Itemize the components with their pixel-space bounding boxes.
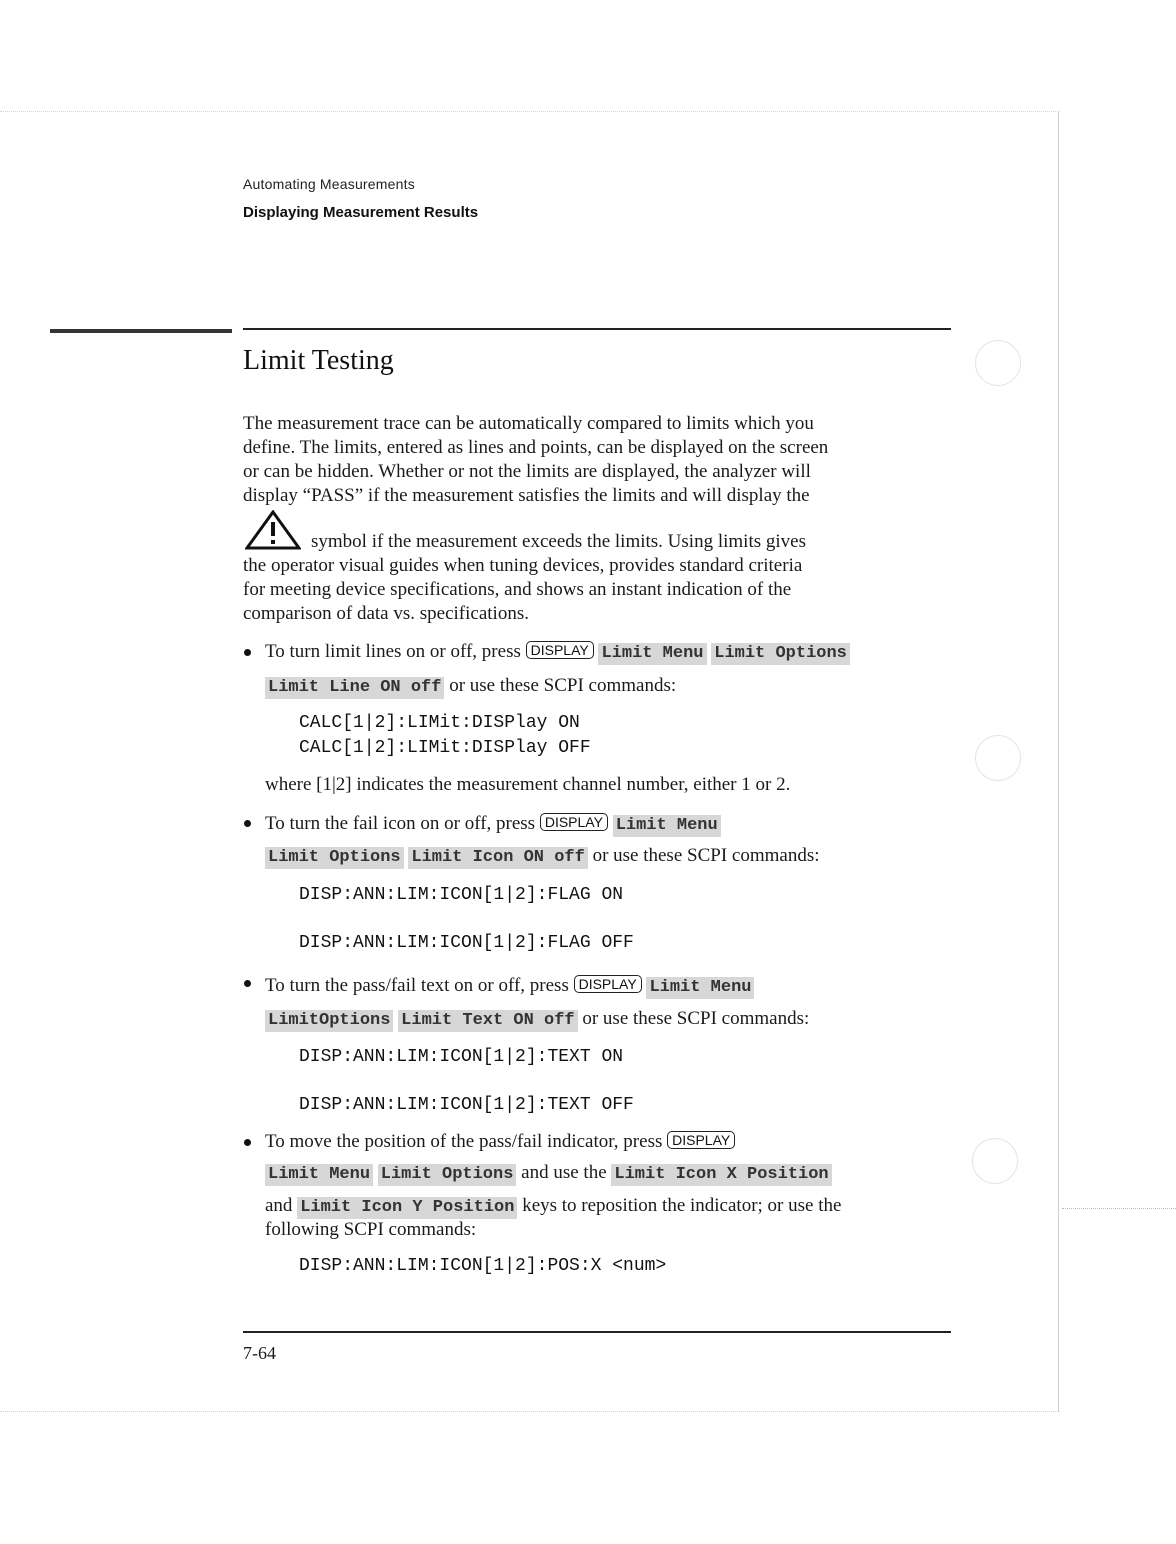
display-hardkey: DISPLAY <box>574 975 642 993</box>
bullet-4-mid: and use the <box>521 1162 607 1183</box>
warning-triangle-icon <box>245 510 301 552</box>
softkey-limit-options: Limit Options <box>711 643 850 665</box>
intro-line-8: comparison of data vs. specifications. <box>243 603 529 624</box>
section-rule-margin <box>50 329 232 333</box>
bullet-2-text: To turn the fail icon on or off, press <box>265 813 536 834</box>
intro-line-3: or can be hidden. Whether or not the limits are displayed, the analyzer will <box>243 461 811 482</box>
bullet-1-line-2 <box>265 675 676 699</box>
softkey-limit-options: Limit Options <box>265 847 404 869</box>
softkey-limit-menu: Limit Menu <box>598 643 706 665</box>
scpi-command: DISP:ANN:LIM:ICON[1|2]:FLAG OFF <box>299 933 634 953</box>
bullet-4-tail: keys to reposition the indicator; or use the <box>522 1195 842 1216</box>
chapter-title: Automating Measurements <box>243 176 415 192</box>
scpi-command: DISP:ANN:LIM:ICON[1|2]:TEXT ON <box>299 1047 624 1067</box>
bullet-3-tail: or use these SCPI commands: <box>582 1008 810 1029</box>
bullet-4-text: To move the position of the pass/fail indicator, press <box>265 1131 663 1152</box>
scpi-command: CALC[1|2]:LIMit:DISPlay ON <box>299 713 580 733</box>
page-edge-bottom <box>0 1411 1060 1413</box>
bullet-2-tail: or use these SCPI commands: <box>592 845 820 866</box>
section-title: Displaying Measurement Results <box>243 204 479 221</box>
softkey-limit-menu: Limit Menu <box>646 977 754 999</box>
intro-line-4: display “PASS” if the measurement satisfies the limits and will display the <box>243 485 810 506</box>
intro-line-5: symbol if the measurement exceeds the limits. Using limits gives <box>311 531 806 552</box>
bullet-4-line-2 <box>265 1162 832 1186</box>
bullet-4-line-3 <box>265 1195 841 1219</box>
page-edge-mark <box>1062 1208 1176 1210</box>
softkey-limit-options: Limit Options <box>378 1164 517 1186</box>
page-title: Limit Testing <box>243 345 394 376</box>
bullet-1-line-1 <box>265 641 850 665</box>
bullet-4-line-1 <box>265 1131 735 1153</box>
scpi-command: CALC[1|2]:LIMit:DISPlay OFF <box>299 738 591 758</box>
page-edge-right <box>1058 112 1059 1412</box>
bullet-3-line-2 <box>265 1008 809 1032</box>
softkey-limit-menu: Limit Menu <box>265 1164 373 1186</box>
binder-hole-3 <box>972 1138 1018 1184</box>
softkey-limit-text-on-off: Limit Text ON off <box>398 1010 577 1032</box>
scpi-command: DISP:ANN:LIM:ICON[1|2]:TEXT OFF <box>299 1095 634 1115</box>
intro-line-1: The measurement trace can be automatically compared to limits which you <box>243 413 814 434</box>
channel-note: where [1|2] indicates the measurement channel number, either 1 or 2. <box>265 774 791 795</box>
bullet-1-tail: or use these SCPI commands: <box>449 675 677 696</box>
section-rule <box>243 328 951 330</box>
bullet-3-dot <box>244 980 251 987</box>
display-hardkey: DISPLAY <box>540 813 608 831</box>
page-number: 7-64 <box>243 1343 276 1363</box>
display-hardkey: DISPLAY <box>526 641 594 659</box>
scpi-command: DISP:ANN:LIM:ICON[1|2]:FLAG ON <box>299 885 624 905</box>
softkey-limit-line-on-off: Limit Line ON off <box>265 677 444 699</box>
intro-line-2: define. The limits, entered as lines and points, can be displayed on the screen <box>243 437 829 458</box>
intro-line-6: the operator visual guides when tuning devices, provides standard criteria <box>243 555 803 576</box>
scpi-command: DISP:ANN:LIM:ICON[1|2]:POS:X <num> <box>299 1256 667 1276</box>
bullet-4-dot <box>244 1139 251 1146</box>
bullet-2-line-1 <box>265 813 721 837</box>
bullet-1-dot <box>244 649 251 656</box>
binder-hole-2 <box>975 735 1021 781</box>
display-hardkey: DISPLAY <box>667 1131 735 1149</box>
bullet-1-text: To turn limit lines on or off, press <box>265 641 521 662</box>
intro-line-7: for meeting device specifications, and shows an instant indication of the <box>243 579 792 600</box>
softkey-limit-icon-y-position: Limit Icon Y Position <box>297 1197 517 1219</box>
bullet-2-dot <box>244 820 251 827</box>
bullet-3-text: To turn the pass/fail text on or off, press <box>265 975 569 996</box>
softkey-limit-icon-on-off: Limit Icon ON off <box>408 847 587 869</box>
bullet-4-line-4: following SCPI commands: <box>265 1219 477 1240</box>
binder-hole-1 <box>975 340 1021 386</box>
page-edge-top <box>0 111 1060 113</box>
softkey-limit-options: LimitOptions <box>265 1010 393 1032</box>
footer-rule <box>243 1331 951 1333</box>
softkey-limit-icon-x-position: Limit Icon X Position <box>611 1164 831 1186</box>
bullet-3-line-1 <box>265 975 754 999</box>
bullet-4-and: and <box>265 1195 293 1216</box>
bullet-2-line-2 <box>265 845 820 869</box>
softkey-limit-menu: Limit Menu <box>613 815 721 837</box>
